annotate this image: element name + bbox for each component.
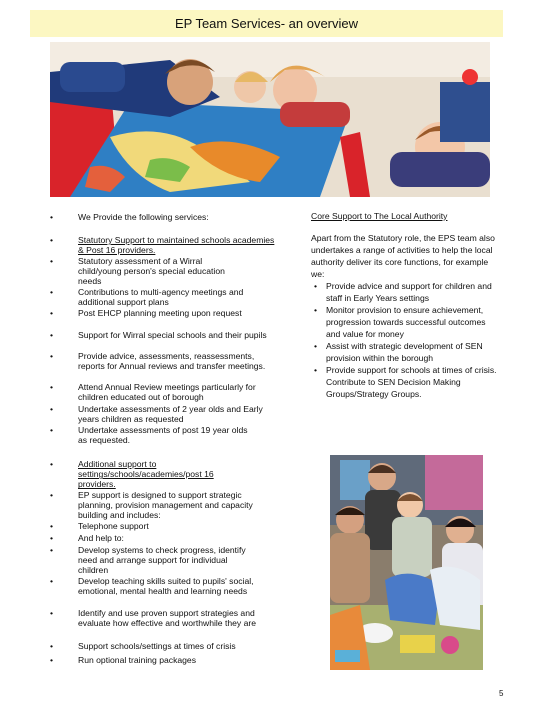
bullet: • — [314, 365, 318, 375]
list-item: Support for Wirral special schools and their pupils — [78, 330, 267, 340]
bullet: • — [50, 425, 54, 435]
list-item: Statutory Support to maintained schools academies & Post 16 providers. — [78, 235, 275, 256]
bullet: • — [50, 351, 54, 361]
bullet: • — [50, 382, 54, 392]
craft-activity-photo — [330, 455, 483, 670]
list-item: EP support is designed to support strategic planning, provision management and capacity building and includes: — [78, 490, 253, 521]
list-item: Undertake assessments of 2 year olds and Early years children as requested — [78, 404, 263, 425]
list-item: Telephone support — [78, 521, 149, 531]
bullet: • — [50, 521, 54, 531]
list-item: • Assist with strategic development of SEN provision within the borough — [314, 341, 483, 363]
list-item: We Provide the following services: — [78, 212, 209, 222]
bullet: • — [50, 287, 54, 297]
bullet: • — [50, 545, 54, 555]
bullet: • — [314, 305, 318, 315]
list-item: And help to: — [78, 533, 124, 543]
list-item: Statutory assessment of a Wirral child/young person's special education needs — [78, 256, 225, 287]
bullet: • — [50, 212, 54, 222]
core-support-section — [311, 210, 501, 400]
list-item: Develop teaching skills suited to pupils' social, emotional, mental health and learning needs — [78, 576, 254, 597]
list-item: • Provide support for schools at times of crisis. Contribute to SEN Decision Making Groups/Strategy Groups. — [314, 365, 497, 399]
list-item: Support schools/settings at times of crisis — [78, 641, 236, 651]
list-item: Additional support to settings/schools/academies/post 16 providers. — [78, 459, 214, 490]
page-number: 5 — [499, 689, 504, 698]
section-intro: Apart from the Statutory role, the EPS team also undertakes a range of activities to help the local authority deliver its core functions, for example we: — [311, 233, 495, 279]
bullet: • — [50, 533, 54, 543]
bullet: • — [50, 608, 54, 618]
bullet: • — [50, 655, 54, 665]
core-support-list — [311, 280, 501, 400]
list-item: Run optional training packages — [78, 655, 197, 665]
bullet: • — [314, 341, 318, 351]
list-item: Undertake assessments of post 19 year olds as requested. — [78, 425, 248, 446]
bullet: • — [50, 404, 54, 414]
list-item: Attend Annual Review meetings particularly for children educated out of borough — [78, 382, 256, 403]
list-item: • Monitor provision to ensure achievement, progression towards successful outcomes and value for money — [314, 305, 486, 339]
list-item: Develop systems to check progress, identify need and arrange support for individual children — [78, 545, 246, 576]
list-item: • Provide advice and support for children and staff in Early Years settings — [314, 281, 492, 303]
list-item: Identify and use proven support strategies and evaluate how effective and worthwhile they are — [78, 608, 257, 629]
bullet: • — [50, 235, 54, 245]
bullet: • — [50, 256, 54, 266]
bullet: • — [50, 490, 54, 500]
bullet: • — [50, 576, 54, 586]
section-heading: Core Support to The Local Authority — [311, 211, 448, 221]
page-title: EP Team Services- an overview — [174, 16, 359, 31]
bullet: • — [50, 459, 54, 469]
bullet: • — [50, 308, 54, 318]
bullet: • — [50, 641, 54, 651]
list-item: Post EHCP planning meeting upon request — [78, 308, 242, 318]
bullet: • — [50, 330, 54, 340]
list-item: Provide advice, assessments, reassessments, reports for Annual reviews and transfer meetings. — [78, 351, 266, 372]
list-item: Contributions to multi-agency meetings and additional support plans — [78, 287, 244, 308]
bullet: • — [314, 281, 318, 291]
services-list — [50, 0, 290, 720]
